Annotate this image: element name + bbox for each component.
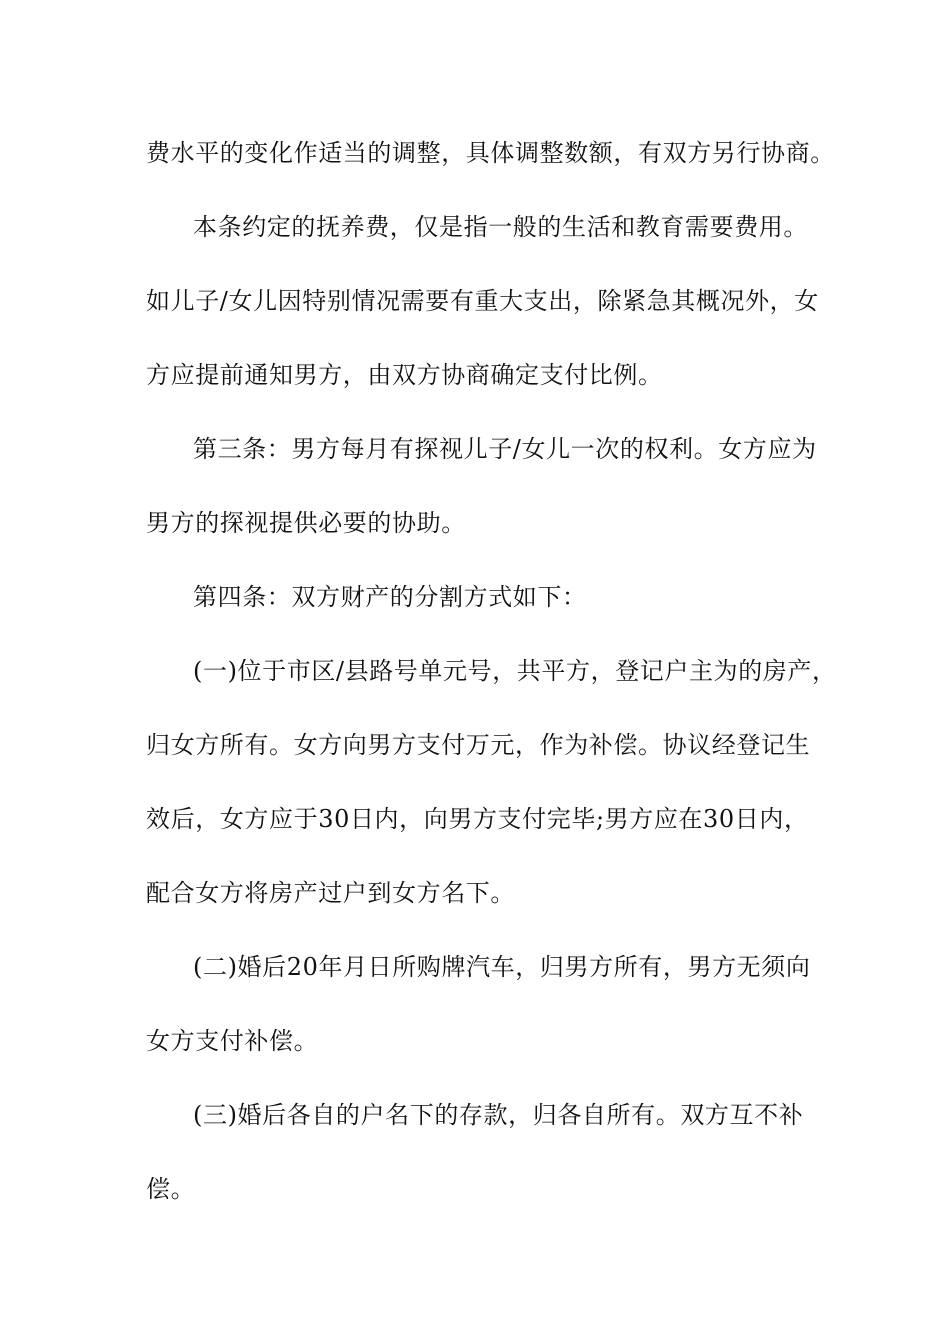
paragraph-line: (二)婚后20年月日所购牌汽车，归男方所有，男方无须向 [193, 953, 811, 981]
paragraph-line: 配合女方将房产过户到女方名下。 [146, 879, 515, 907]
paragraph-line: 偿。 [146, 1175, 196, 1203]
paragraph-line: 效后，女方应于30日内，向男方支付完毕;男方应在30日内， [146, 805, 809, 833]
paragraph-line: 第四条：双方财产的分割方式如下： [193, 583, 587, 611]
paragraph-line: 第三条：男方每月有探视儿子/女儿一次的权利。女方应为 [193, 435, 817, 463]
paragraph-line: (三)婚后各自的户名下的存款，归各自所有。双方互不补 [193, 1101, 804, 1129]
paragraph-line: 男方的探视提供必要的协助。 [146, 509, 466, 537]
paragraph-line: 如儿子/女儿因特别情况需要有重大支出，除紧急其概况外，女 [146, 287, 819, 315]
paragraph-line: 本条约定的抚养费，仅是指一般的生活和教育需要费用。 [193, 213, 808, 241]
paragraph-line: 方应提前通知男方，由双方协商确定支付比例。 [146, 361, 663, 389]
paragraph-line: 归女方所有。女方向男方支付万元，作为补偿。协议经登记生 [146, 731, 811, 759]
paragraph-line: 女方支付补偿。 [146, 1027, 319, 1055]
paragraph-line: (一)位于市区/县路号单元号，共平方，登记户主为的房产， [193, 657, 837, 685]
paragraph-line: 费水平的变化作适当的调整，具体调整数额，有双方另行协商。 [146, 139, 835, 167]
